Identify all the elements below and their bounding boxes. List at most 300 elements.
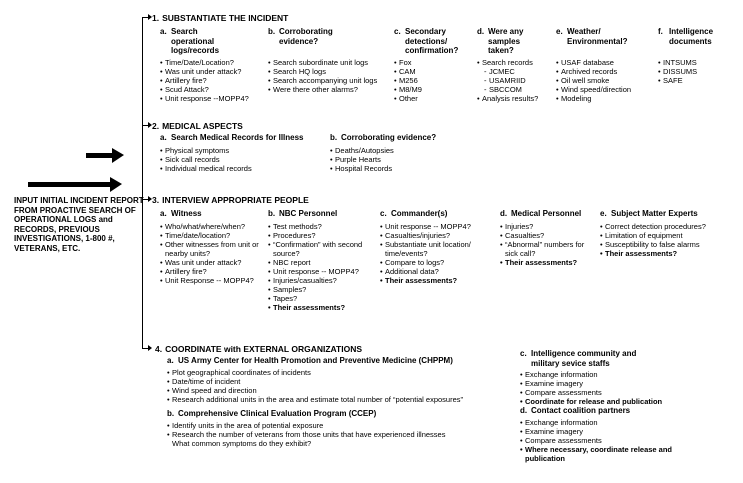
column-heading xyxy=(556,27,654,58)
item-text: Other xyxy=(399,94,418,103)
column-heading-text: Witness xyxy=(171,209,202,218)
list-item xyxy=(658,67,740,76)
item-text: Time/date/location? xyxy=(165,230,231,240)
bullet-icon: • xyxy=(160,154,163,164)
group-coalition-partners xyxy=(520,406,700,463)
bullet-icon: • xyxy=(556,85,559,94)
list-item xyxy=(268,240,376,258)
item-text: Compare to logs? xyxy=(385,257,445,267)
item-list xyxy=(160,58,262,103)
item-text: NBC report xyxy=(273,257,311,267)
list-item xyxy=(160,67,262,76)
column-weather-environmental xyxy=(556,27,654,103)
item-text: Exchange information xyxy=(525,370,598,379)
item-text: Analysis results? xyxy=(482,94,539,103)
item-list xyxy=(268,58,390,94)
list-item xyxy=(477,58,553,67)
bullet-icon: • xyxy=(167,429,170,439)
list-item xyxy=(500,258,596,267)
item-text: Time/Date/Location? xyxy=(165,58,234,67)
bullet-icon: • xyxy=(268,230,271,240)
list-item xyxy=(556,58,654,67)
list-item xyxy=(268,58,390,67)
bullet-icon: • xyxy=(167,394,170,404)
item-text: Test methods? xyxy=(273,221,322,231)
bullet-icon: • xyxy=(380,230,383,240)
item-text: Procedures? xyxy=(273,230,316,240)
list-item xyxy=(520,397,695,406)
bullet-icon: • xyxy=(160,67,163,76)
branch-arrow-icon-4 xyxy=(142,348,148,349)
bullet-icon: • xyxy=(556,76,559,85)
list-item xyxy=(268,303,376,312)
item-list xyxy=(556,58,654,103)
column-letter: e. xyxy=(600,209,607,218)
item-text: Date/time of incident xyxy=(172,376,241,386)
bullet-icon: • xyxy=(160,163,163,173)
item-text: Research additional units in the area and estimate total number of “potential exposures” xyxy=(172,394,464,404)
bullet-icon: • xyxy=(160,257,163,267)
item-text: Identify units in the area of potential exposure xyxy=(172,420,324,430)
bullet-icon: • xyxy=(500,257,503,267)
bullet-icon: • xyxy=(520,397,523,406)
bullet-icon: • xyxy=(394,67,397,76)
bullet-icon: - xyxy=(484,67,487,76)
list-item xyxy=(394,76,474,85)
column-heading xyxy=(268,27,390,58)
list-item xyxy=(380,231,498,240)
item-list xyxy=(167,368,519,404)
section-3-title xyxy=(152,195,309,205)
list-item xyxy=(268,85,390,94)
list-item xyxy=(600,222,740,231)
list-item xyxy=(520,427,700,436)
item-text: Was unit under attack? xyxy=(165,257,242,267)
group-letter: a. xyxy=(167,356,174,365)
list-item xyxy=(556,94,654,103)
item-text: Wind speed/direction xyxy=(561,85,632,94)
bullet-icon: • xyxy=(394,85,397,94)
item-text: CAM xyxy=(399,67,416,76)
column-heading xyxy=(330,133,480,143)
item-text: SBCCOM xyxy=(489,85,522,94)
column-heading-text: Weather/ Environmental? xyxy=(567,27,628,46)
item-text: Compare assessments xyxy=(525,388,602,397)
bullet-icon: • xyxy=(394,94,397,103)
list-item xyxy=(167,439,519,448)
list-item xyxy=(160,85,262,94)
list-item xyxy=(268,231,376,240)
item-text: Scud Attack? xyxy=(165,85,209,94)
item-text: Physical symptoms xyxy=(165,145,230,155)
column-letter: a. xyxy=(160,209,167,218)
item-text: USAF database xyxy=(561,58,614,67)
column-letter: b. xyxy=(268,27,276,36)
bullet-icon: - xyxy=(484,85,487,94)
item-text: Modeling xyxy=(561,94,592,103)
bullet-icon: • xyxy=(500,239,503,249)
list-item xyxy=(160,258,266,267)
bullet-icon: • xyxy=(556,67,559,76)
group-ccep xyxy=(167,409,519,448)
column-heading xyxy=(600,209,740,219)
list-item xyxy=(658,76,740,85)
bullet-icon: • xyxy=(268,284,271,294)
list-item xyxy=(268,67,390,76)
bullet-icon: • xyxy=(160,239,163,249)
group-intelligence-community xyxy=(520,349,695,406)
item-list xyxy=(500,222,596,267)
item-text: Sick call records xyxy=(165,154,220,164)
bullet-icon: • xyxy=(268,257,271,267)
list-item xyxy=(160,276,266,285)
column-letter: c. xyxy=(380,209,387,218)
list-item xyxy=(600,249,740,258)
item-text: Casualties? xyxy=(505,230,545,240)
bullet-icon: • xyxy=(477,94,480,103)
list-item xyxy=(380,222,498,231)
column-heading xyxy=(160,209,266,219)
bullet-icon: • xyxy=(268,58,271,67)
column-letter: b. xyxy=(268,209,276,218)
list-item xyxy=(556,76,654,85)
bullet-icon: • xyxy=(330,163,333,173)
item-list xyxy=(658,58,740,85)
list-item xyxy=(268,222,376,231)
list-item xyxy=(520,418,700,427)
item-text: Purple Hearts xyxy=(335,154,381,164)
list-item xyxy=(477,94,553,103)
item-text: Their assessments? xyxy=(385,275,458,285)
column-secondary-detections xyxy=(394,27,474,103)
list-item xyxy=(556,67,654,76)
section-title-text: COORDINATE with EXTERNAL ORGANIZATIONS xyxy=(165,344,363,354)
column-intelligence-documents xyxy=(658,27,740,85)
bullet-icon: • xyxy=(380,257,383,267)
column-commanders xyxy=(380,209,498,285)
item-text: Their assessments? xyxy=(505,257,578,267)
bullet-icon: • xyxy=(268,221,271,231)
item-text: Unit response --MOPP4? xyxy=(165,94,249,103)
list-item xyxy=(160,76,262,85)
bullet-icon: • xyxy=(268,293,271,303)
column-heading-text: Commander(s) xyxy=(391,209,448,218)
list-item xyxy=(160,146,328,155)
item-text: DISSUMS xyxy=(663,67,698,76)
bullet-icon: • xyxy=(600,230,603,240)
bullet-icon: • xyxy=(160,145,163,155)
group-heading xyxy=(167,409,519,419)
group-heading xyxy=(167,356,519,366)
column-letter: a. xyxy=(160,133,167,142)
column-search-medical-records xyxy=(160,133,328,173)
bullet-icon: • xyxy=(268,239,271,249)
input-arrow-top-icon xyxy=(86,153,112,158)
list-item xyxy=(600,231,740,240)
input-source-label: INPUT INITIAL INCIDENT REPORT FROM PROACTIVE SEARCH OF OPERATIONAL LOGS and RECORDS, PREVIOUS INVESTIGATIONS, 1-800 #, VETERANS, ETC. xyxy=(14,196,144,253)
group-heading-text: US Army Center for Health Promotion and Preventive Medicine (CHPPM) xyxy=(178,356,453,365)
list-item xyxy=(520,445,700,463)
item-text: Limitation of equipment xyxy=(605,230,683,240)
list-item xyxy=(167,377,519,386)
bullet-icon: • xyxy=(160,76,163,85)
item-text: Was unit under attack? xyxy=(165,67,242,76)
list-item xyxy=(160,94,262,103)
list-item xyxy=(600,240,740,249)
column-heading xyxy=(394,27,474,58)
bullet-icon: • xyxy=(658,76,661,85)
bullet-icon: • xyxy=(520,444,523,454)
section-number: 3. xyxy=(152,195,160,205)
column-heading-text: Search operational logs/records xyxy=(171,27,220,55)
bullet-icon: • xyxy=(160,266,163,276)
list-item xyxy=(500,222,596,231)
bullet-icon: • xyxy=(268,76,271,85)
item-text: “Confirmation” with second source? xyxy=(273,239,363,258)
list-item xyxy=(160,240,266,258)
item-text: Compare assessments xyxy=(525,435,602,445)
list-item xyxy=(484,85,553,94)
list-item xyxy=(484,76,553,85)
list-item xyxy=(484,67,553,76)
group-heading xyxy=(520,349,695,368)
column-samples-taken xyxy=(477,27,553,103)
list-item xyxy=(658,58,740,67)
list-item xyxy=(160,58,262,67)
section-title-text: MEDICAL ASPECTS xyxy=(162,121,243,131)
bullet-icon: • xyxy=(167,385,170,395)
item-text: Casualties/injuries? xyxy=(385,230,451,240)
item-text: Other witnesses from unit or nearby units? xyxy=(165,239,259,258)
group-heading-text: Contact coalition partners xyxy=(531,406,631,415)
bullet-icon: - xyxy=(484,76,487,85)
bullet-icon: • xyxy=(330,154,333,164)
list-item xyxy=(160,164,328,173)
column-medical-corroborating-evidence xyxy=(330,133,480,173)
bullet-icon: • xyxy=(160,85,163,94)
column-heading-text: Medical Personnel xyxy=(511,209,582,218)
item-text: Their assessments? xyxy=(273,302,346,312)
item-text: Coordinate for release and publication xyxy=(525,397,663,406)
section-title-text: SUBSTANTIATE THE INCIDENT xyxy=(162,13,289,23)
item-text: Unit response -- MOPP4? xyxy=(273,266,359,276)
group-chppm xyxy=(167,356,519,404)
list-item xyxy=(380,267,498,276)
item-text: Injuries? xyxy=(505,221,534,231)
list-item xyxy=(160,267,266,276)
bullet-icon: • xyxy=(330,145,333,155)
item-text: Research the number of veterans from those units that have experienced illnesses xyxy=(172,429,446,439)
item-text: Correct detection procedures? xyxy=(605,221,706,231)
section-1-title xyxy=(152,13,288,23)
bullet-icon: • xyxy=(600,239,603,249)
list-item xyxy=(520,388,695,397)
list-item xyxy=(268,276,376,285)
bullet-icon: • xyxy=(520,388,523,397)
item-list xyxy=(477,58,553,103)
item-text: Exchange information xyxy=(525,417,598,427)
list-item xyxy=(500,240,596,258)
item-text: Who/what/where/when? xyxy=(165,221,246,231)
item-list xyxy=(520,370,695,406)
item-text: JCMEC xyxy=(489,67,515,76)
list-item xyxy=(167,386,519,395)
list-item xyxy=(520,379,695,388)
group-heading xyxy=(520,406,700,416)
item-text: SAFE xyxy=(663,76,683,85)
column-heading xyxy=(380,209,498,219)
bullet-icon: • xyxy=(167,420,170,430)
column-nbc-personnel xyxy=(268,209,376,312)
item-text: Unit Response -- MOPP4? xyxy=(165,275,254,285)
list-item xyxy=(500,231,596,240)
column-heading-text: Secondary detections/ confirmation? xyxy=(405,27,459,55)
bullet-icon: • xyxy=(520,379,523,388)
item-list xyxy=(167,421,519,448)
bullet-icon: • xyxy=(394,76,397,85)
bullet-icon: • xyxy=(520,370,523,379)
input-arrow-bottom-icon xyxy=(28,182,110,187)
item-text: USAMRIID xyxy=(489,76,526,85)
item-text: Tapes? xyxy=(273,293,298,303)
bullet-icon: • xyxy=(167,376,170,386)
item-text: Archived records xyxy=(561,67,618,76)
bullet-icon: • xyxy=(500,221,503,231)
item-text: Deaths/Autopsies xyxy=(335,145,394,155)
bullet-icon: • xyxy=(268,275,271,285)
group-heading-text: Comprehensive Clinical Evaluation Program (CCEP) xyxy=(178,409,377,418)
column-letter: e. xyxy=(556,27,563,36)
item-text: Search HQ logs xyxy=(273,67,326,76)
branch-arrow-icon-1 xyxy=(142,17,148,18)
list-item xyxy=(556,85,654,94)
list-item xyxy=(268,285,376,294)
item-list xyxy=(268,222,376,312)
group-letter: c. xyxy=(520,349,527,358)
group-letter: d. xyxy=(520,406,528,415)
bullet-icon: • xyxy=(520,417,523,427)
item-list xyxy=(160,146,328,173)
column-heading xyxy=(658,27,740,58)
bullet-icon: • xyxy=(380,221,383,231)
bullet-icon: • xyxy=(268,266,271,276)
section-4-title xyxy=(155,344,362,354)
bullet-icon: • xyxy=(658,58,661,67)
bullet-icon: • xyxy=(380,239,383,249)
section-number: 2. xyxy=(152,121,160,131)
column-heading xyxy=(477,27,553,58)
bullet-icon: • xyxy=(160,275,163,285)
item-text: Plot geographical coordinates of incidents xyxy=(172,367,311,377)
list-item xyxy=(520,370,695,379)
item-text: Unit response -- MOPP4? xyxy=(385,221,471,231)
item-text: Artillery fire? xyxy=(165,266,207,276)
column-letter: b. xyxy=(330,133,338,142)
column-heading-text: Corroborating evidence? xyxy=(341,133,437,142)
item-text: Substantiate unit location/ time/events? xyxy=(385,239,471,258)
column-heading-text: Corroborating evidence? xyxy=(279,27,333,46)
item-text: Additional data? xyxy=(385,266,439,276)
item-text: Artillery fire? xyxy=(165,76,207,85)
list-item xyxy=(394,58,474,67)
column-letter: d. xyxy=(500,209,508,218)
item-text: Injuries/casualties? xyxy=(273,275,337,285)
bullet-icon: • xyxy=(268,85,271,94)
bullet-icon: • xyxy=(160,221,163,231)
bullet-icon: • xyxy=(160,230,163,240)
list-item xyxy=(268,76,390,85)
list-item xyxy=(520,436,700,445)
column-heading-text: Subject Matter Experts xyxy=(611,209,698,218)
item-text: Their assessments? xyxy=(605,248,678,258)
column-letter: c. xyxy=(394,27,401,36)
bullet-icon: • xyxy=(477,58,480,67)
item-text: Individual medical records xyxy=(165,163,252,173)
group-letter: b. xyxy=(167,409,175,418)
item-text: Samples? xyxy=(273,284,307,294)
bullet-icon: • xyxy=(556,58,559,67)
list-item xyxy=(167,421,519,430)
list-item xyxy=(330,155,480,164)
column-letter: a. xyxy=(160,27,167,36)
item-text: Susceptibility to false alarms xyxy=(605,239,700,249)
bullet-icon: • xyxy=(380,275,383,285)
bullet-icon: • xyxy=(167,367,170,377)
item-text: Examine imagery xyxy=(525,379,583,388)
list-item xyxy=(330,164,480,173)
column-heading-text: Search Medical Records for Illness xyxy=(171,133,304,142)
column-search-operational-logs xyxy=(160,27,262,103)
item-text: M8/M9 xyxy=(399,85,422,94)
bullet-icon: • xyxy=(658,67,661,76)
group-heading-text: Intelligence community and military sevice staffs xyxy=(531,349,637,368)
bullet-icon: • xyxy=(600,221,603,231)
connector-vertical-line xyxy=(142,17,143,349)
section-number: 4. xyxy=(155,344,163,354)
item-list xyxy=(330,146,480,173)
item-text: Hospital Records xyxy=(335,163,393,173)
column-heading xyxy=(500,209,596,219)
list-item xyxy=(330,146,480,155)
bullet-icon: • xyxy=(556,94,559,103)
list-item xyxy=(160,155,328,164)
section-title-text: INTERVIEW APPROPRIATE PEOPLE xyxy=(162,195,309,205)
item-text: Were there other alarms? xyxy=(273,85,358,94)
list-item xyxy=(167,395,519,404)
list-item xyxy=(380,258,498,267)
column-corroborating-evidence xyxy=(268,27,390,94)
bullet-icon: • xyxy=(500,230,503,240)
bullet-icon: • xyxy=(268,302,271,312)
list-item xyxy=(380,276,498,285)
item-list xyxy=(380,222,498,285)
item-text: Search records xyxy=(482,58,533,67)
column-heading-text: Were any samples taken? xyxy=(488,27,524,55)
list-item xyxy=(394,85,474,94)
item-text: Wind speed and direction xyxy=(172,385,257,395)
column-witness xyxy=(160,209,266,285)
list-item xyxy=(268,258,376,267)
column-heading-text: Intelligence documents xyxy=(669,27,714,46)
item-list xyxy=(520,418,700,463)
list-item xyxy=(380,240,498,258)
item-text: INTSUMS xyxy=(663,58,697,67)
item-text: Search subordinate unit logs xyxy=(273,58,369,67)
item-text: Examine imagery xyxy=(525,426,583,436)
bullet-icon: • xyxy=(520,435,523,445)
item-text: Fox xyxy=(399,58,412,67)
item-text: Where necessary, coordinate release and publication xyxy=(525,444,673,463)
